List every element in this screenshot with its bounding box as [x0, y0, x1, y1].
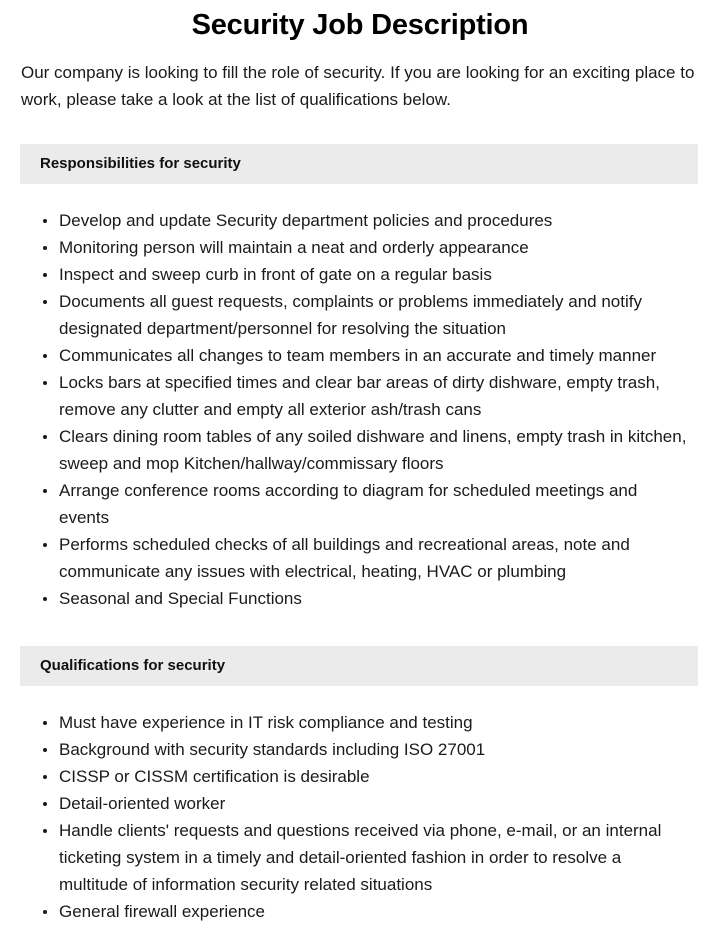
list-item: Locks bars at specified times and clear bar areas of dirty dishware, empty trash, remove any clutter and empty all exterior ash/trash cans — [0, 369, 720, 423]
list-item: Clears dining room tables of any soiled dishware and linens, empty trash in kitchen, sweep and mop Kitchen/hallway/commissary floors — [0, 423, 720, 477]
list-item: Background with security standards including ISO 27001 — [0, 736, 720, 763]
responsibilities-section — [0, 144, 720, 612]
page-title: Security Job Description — [191, 9, 529, 41]
qualifications-section — [0, 646, 720, 925]
list-item: Must have experience in IT risk compliance and testing — [0, 709, 720, 736]
list-item: General firewall experience — [0, 898, 720, 925]
list-item: Monitoring person will maintain a neat and orderly appearance — [0, 234, 720, 261]
list-item: Communicates all changes to team members in an accurate and timely manner — [0, 342, 720, 369]
responsibilities-heading: Responsibilities for security — [20, 144, 698, 184]
qualifications-heading: Qualifications for security — [20, 646, 698, 686]
list-item: CISSP or CISSM certification is desirable — [0, 763, 720, 790]
list-item: Detail-oriented worker — [0, 790, 720, 817]
list-item: Inspect and sweep curb in front of gate on a regular basis — [0, 261, 720, 288]
list-item: Seasonal and Special Functions — [0, 585, 720, 612]
list-item: Arrange conference rooms according to diagram for scheduled meetings and events — [0, 477, 720, 531]
list-item: Handle clients' requests and questions received via phone, e-mail, or an internal ticketing system in a timely and detail-oriented fashion in order to resolve a multitude of information security related situations — [0, 817, 720, 898]
qualifications-list — [0, 686, 720, 925]
list-item: Develop and update Security department policies and procedures — [0, 207, 720, 234]
list-item: Performs scheduled checks of all buildings and recreational areas, note and communicate any issues with electrical, heating, HVAC or plumbing — [0, 531, 720, 585]
intro-paragraph: Our company is looking to fill the role of security. If you are looking for an exciting place to work, please take a look at the list of qualifications below. — [21, 63, 695, 109]
list-item: Documents all guest requests, complaints or problems immediately and notify designated department/personnel for resolving the situation — [0, 288, 720, 342]
responsibilities-list — [0, 184, 720, 612]
